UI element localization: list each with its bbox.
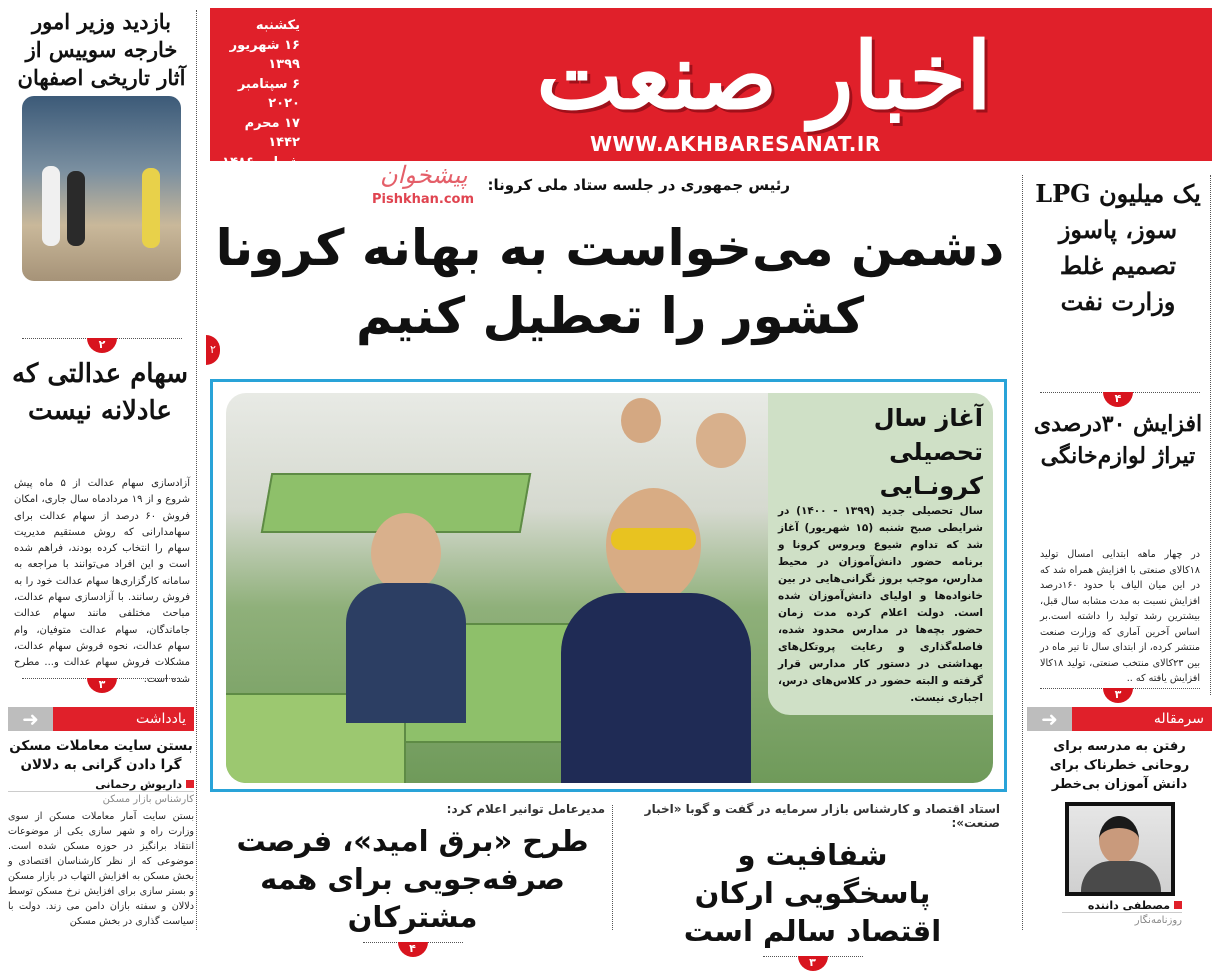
left-story-body: آزادسازی سهام عدالت از ۵ ماه پیش شروع و از ۱۹ مردادماه سال جاری، امکان فروش ۶۰ درصد از سهام عدالت برای سهامدارانی که روش مستقیم مدیریت سهام را انتخاب کرده بودند، فراهم شده است و این افراد می‌توانند با مراجعه به سامانه کارگزاری‌ها سهام عدالت خود را به فروش رسانند. با آزادسازی سهام عدالت، مباحث مختلفی مانند سهام عدالت جاماندگان، سهام عدالت متوفیان، وام سهام عدالت، نحوه فروش سهام عدالت، مشکلات فروش سهام عدالت و... مطرح شده است. <box>14 478 190 685</box>
bottom-story-2-kicker: مدیرعامل توانیر اعلام کرد: <box>446 802 605 816</box>
bottom-story-1-title[interactable]: شفافیت و پاسخگویی ارکان اقتصاد سالم است <box>683 838 942 948</box>
left-story-title[interactable]: سهام عدالتی که عادلانه نیست <box>11 359 189 426</box>
photo-story-body: سال تحصیلی جدید (۱۳۹۹ - ۱۴۰۰) در شرایطی صبح شنبه (۱۵ شهریور) آغاز شد که تداوم شیوع ویروس کرونا و برنامه حضور دانش‌آموزان در محیط مدارس، موجب بروز نگرانی‌هایی در بین خانواده‌ها و اولیای دانش‌آموزان شده است. دولت اعلام کرده مدت زمان حضور بچه‌ها در مدارس محدود شده، فاصله‌گذاری و رعایت پروتکل‌های بهداشتی در دستور کار مدارس قرار گرفته و البته حضور در کلاس‌های درس، اجباری نیست. <box>778 505 984 704</box>
right-story1-title[interactable]: یک میلیون LPG سوز، پاسوز تصمیم غلط وزارت نفت <box>1035 179 1201 316</box>
website-url: WWW.AKHBARESANAT.IR <box>590 132 881 156</box>
left-top-title[interactable]: بازدید وزیر امور خارجه سوییس از آثار تاریخی اصفهان <box>17 9 186 90</box>
editorial-author-role: روزنامه‌نگار <box>1062 912 1182 926</box>
bottom-story-2-title[interactable]: طرح «برق امید»، فرصت صرفه‌جویی برای همه مشترکان <box>236 824 589 934</box>
left-column <box>8 8 195 281</box>
photo-caption <box>768 393 993 715</box>
swiss-minister-photo <box>22 96 181 281</box>
issue-day: یکشنبه <box>255 18 300 33</box>
issue-number: شماره ۱۴۸۶ <box>222 154 300 170</box>
lead-kicker: رئیس جمهوری در جلسه ستاد ملی کرونا: <box>487 176 790 194</box>
headline-line-2: کشور را تعطیل کنیم <box>355 287 865 345</box>
note-section <box>8 707 194 929</box>
classroom-photo <box>226 393 993 783</box>
page-badge: ۴ <box>398 942 428 957</box>
column-divider <box>1022 175 1023 930</box>
page-badge: ۳ <box>798 956 828 971</box>
author-photo <box>1065 802 1175 896</box>
watermark-en: Pishkhan.com <box>372 192 475 207</box>
editorial-title[interactable]: رفتن به مدرسه برای روحانی خطرناک برای دانش آموزان بی‌خطر <box>1049 739 1190 792</box>
issue-date-hijri: ۱۷ محرم ۱۴۴۲ <box>244 115 300 150</box>
page-badge: ۳ <box>1103 688 1133 703</box>
editorial-section-label: سرمقاله <box>1072 707 1212 731</box>
column-divider <box>1210 175 1211 695</box>
right-story2-title[interactable]: افزایش ۳۰درصدی تیراژ لوازم‌خانگی <box>1033 411 1203 469</box>
note-title[interactable]: بستن سایت معاملات مسکن گرا دادن گرانی به دلالان <box>9 738 193 773</box>
watermark-fa: پیشخوان <box>380 161 468 189</box>
editorial-section-bar <box>1027 707 1212 731</box>
photo-story-title: آغاز سال تحصیلی کرونـایی <box>873 404 983 500</box>
arrow-icon: ➜ <box>8 707 53 731</box>
right-story2-body: در چهار ماهه ابتدایی امسال تولید ۱۸کالای صنعتی با افزایش همراه شد که در این میان الیاف با حدود ۱۶۰درصد افزایش نسبت به مدت مشابه سال قبل، بیشترین رشد تولید را داشته است.بر اساس آخرین آماری که وزارت صنعت منتشر کرده، از ابتدای سال تا تیر ماه در بین ۲۳کالای منتخب صنعتی، تولید ۱۸کالا افزایش یافته که .. <box>1040 549 1200 684</box>
headline-line-1: دشمن می‌خواست به بهانه کرونا <box>215 219 1005 277</box>
arrow-icon: ➜ <box>1027 707 1072 731</box>
lead-headline <box>215 214 1005 350</box>
note-body: بستن سایت آمار معاملات مسکن از سوی وزارت راه و شهر سازی یکی از موضوعات انتقاد برانگیز در حوزه مسکن شده است. موضوعی که از نظر کارشناسان اقتصادی و بخش مسکن به افزایش التهاب در بازار مسکن و بستر سازی برای افزایش نرخ مسکن توسط دلالان و سفته بازان دامن می زند. دولت با سیاست گذاری در بخش مسکن <box>8 811 194 927</box>
issue-date-en: ۶ سپتامبر ۲۰۲۰ <box>237 76 300 111</box>
page-badge: ۴ <box>1103 392 1133 407</box>
lead-page-badge: ۲ <box>206 335 220 365</box>
issue-date-fa: ۱۶ شهریور ۱۳۹۹ <box>229 37 300 72</box>
issue-info <box>220 16 300 211</box>
bottom-story-1 <box>625 802 1000 971</box>
price: ۲۰۰۰ تومان <box>226 193 300 209</box>
bottom-story-1-kicker: استاد اقتصاد و کارشناس بازار سرمایه در گفت و گوبا «اخبار صنعت»: <box>644 802 1000 830</box>
editorial-section <box>1027 707 1212 926</box>
bottom-story-2 <box>220 802 605 957</box>
page-count: ۸ صفحه <box>248 174 300 189</box>
note-author: داریوش رحمانی <box>8 778 194 791</box>
editorial-author: مصطفی داننده <box>1027 899 1182 912</box>
column-divider <box>196 10 197 930</box>
page-badge: ۳ <box>87 678 117 693</box>
newspaper-logo: اخبار صنعت <box>536 22 992 130</box>
note-section-bar <box>8 707 194 731</box>
photo-story <box>210 379 1007 792</box>
note-section-label: یادداشت <box>53 707 194 731</box>
page-badge: ۲ <box>87 338 117 353</box>
note-author-role: کارشناس بازار مسکن <box>8 791 194 805</box>
column-divider <box>612 805 613 930</box>
